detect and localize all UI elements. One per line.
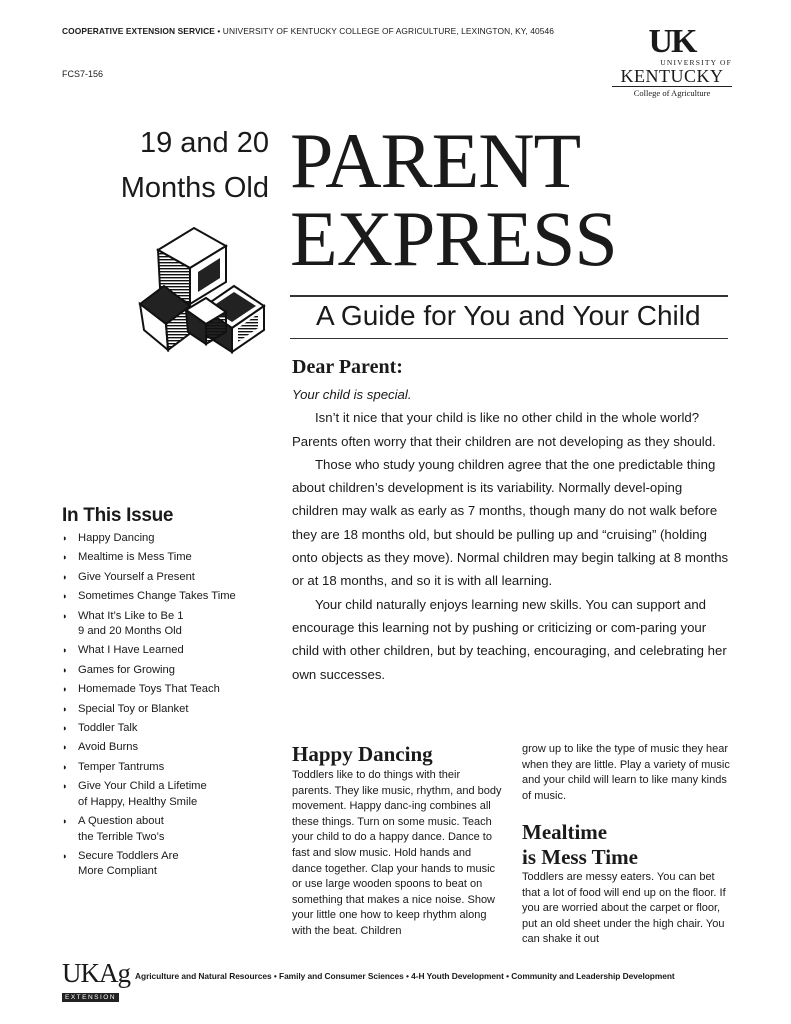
masthead-title-line2: EXPRESS bbox=[290, 195, 617, 282]
toc-item[interactable] bbox=[62, 589, 262, 605]
toc-item-label: Give Your Child a Lifetime bbox=[78, 780, 207, 793]
mealtime-heading-line2: is Mess Time bbox=[522, 845, 638, 869]
bullet-icon: ◗ bbox=[62, 742, 68, 753]
masthead-subtitle: A Guide for You and Your Child bbox=[316, 300, 701, 331]
bullet-icon: ◗ bbox=[62, 591, 68, 602]
toc-item-label: Special Toy or Blanket bbox=[78, 702, 189, 715]
toc-item-label-line2: the Terrible Two’s bbox=[78, 830, 165, 843]
happy-dancing-heading: Happy Dancing bbox=[292, 742, 433, 766]
bullet-icon: ◗ bbox=[62, 571, 68, 582]
toc-item[interactable] bbox=[62, 609, 262, 640]
header-org-address: • UNIVERSITY OF KENTUCKY COLLEGE OF AGRICULTURE, LEXINGTON, KY, 40546 bbox=[214, 26, 555, 36]
toc-item[interactable] bbox=[62, 740, 262, 756]
toc-item[interactable] bbox=[62, 849, 262, 880]
toc-item-label: Temper Tantrums bbox=[78, 760, 165, 773]
toc-item[interactable] bbox=[62, 663, 262, 679]
toc-item-label: What It’s Like to Be 1 bbox=[78, 609, 184, 622]
bullet-icon: ◗ bbox=[62, 684, 68, 695]
age-range-line2: Months Old bbox=[120, 172, 269, 204]
bullet-icon: ◗ bbox=[62, 610, 68, 621]
toc-item[interactable] bbox=[62, 779, 262, 810]
letter-tagline: Your child is special. bbox=[292, 387, 412, 402]
uk-logo-university-of: UNIVERSITY OF bbox=[660, 58, 732, 67]
ukag-logo-extension-label: EXTENSION bbox=[62, 993, 119, 1002]
letter-body bbox=[292, 383, 730, 686]
masthead-title-line1: PARENT bbox=[290, 117, 581, 204]
in-this-issue-list bbox=[62, 531, 262, 884]
toc-item-label: Homemade Toys That Teach bbox=[78, 683, 220, 696]
toc-item-label: Mealtime is Mess Time bbox=[78, 551, 192, 564]
happy-dancing-paragraph-continued: grow up to like the type of music they hear when they are little. Play a variety of music and your child will learn to like many kinds of music. bbox=[522, 743, 730, 802]
header-line bbox=[62, 26, 554, 36]
publication-code: FCS7-156 bbox=[62, 69, 104, 79]
mealtime-paragraph: Toddlers are messy eaters. You can bet that a lot of food will end up on the floor. If you are worried about the carpet or floor, put an old sheet under the high chair. You can shake it out bbox=[522, 871, 726, 946]
in-this-issue-heading: In This Issue bbox=[62, 505, 174, 526]
toc-item-label-line2: More Compliant bbox=[78, 865, 157, 878]
bullet-icon: ◗ bbox=[62, 850, 68, 861]
bullet-icon: ◗ bbox=[62, 761, 68, 772]
age-range-line1: 19 and 20 bbox=[139, 127, 269, 159]
toc-item-label: Give Yourself a Present bbox=[78, 570, 195, 583]
toc-item-label: Avoid Burns bbox=[78, 741, 139, 754]
toc-item-label: A Question about bbox=[78, 815, 164, 828]
bullet-icon: ◗ bbox=[62, 645, 68, 656]
toc-item[interactable] bbox=[62, 550, 262, 566]
uk-logo bbox=[612, 23, 732, 99]
toc-item[interactable] bbox=[62, 682, 262, 698]
uk-logo-mark: UK bbox=[648, 23, 696, 60]
bullet-icon: ◗ bbox=[62, 552, 68, 563]
toc-item-label: What I Have Learned bbox=[78, 644, 184, 657]
letter-paragraph-2: Those who study young children agree that the one predictable thing about children’s development is its variability. Normally devel-oping children may walk as early as 7 months, though many do not walk before they are 18 months old, but should be pulling up and “cruising” (holding onto objects as they move). Normal children may begin talking at 8 months or at 18 months, and so it is with all learning. bbox=[292, 456, 729, 589]
ukag-logo-text: UKAg bbox=[62, 958, 130, 988]
toc-item[interactable] bbox=[62, 702, 262, 718]
happy-dancing-paragraph: Toddlers like to do things with their parents. They like music, rhythm, and body movement. Happy danc-ing combines all these things. Turn on some music. Teach your child to do a happy dance. Dance to fast and slow music. Hold hands and dance together. Clap your hands to music or use large wooden spoons to beat on something that makes a nice noise. Show your little one how to keep rhythm along with the beat. Children bbox=[292, 769, 502, 937]
bullet-icon: ◗ bbox=[62, 723, 68, 734]
uk-logo-kentucky: KENTUCKY bbox=[612, 67, 732, 87]
mealtime-text bbox=[522, 870, 734, 948]
toc-item-label: Secure Toddlers Are bbox=[78, 849, 179, 862]
toc-item[interactable] bbox=[62, 570, 262, 586]
bullet-icon: ◗ bbox=[62, 781, 68, 792]
letter-paragraph-3: Your child naturally enjoys learning new skills. You can support and encourage this learning not by pushing or criticizing or com-paring your child with other children, but by teaching, encouraging, and celebrating her own successes. bbox=[292, 596, 727, 682]
toc-item[interactable] bbox=[62, 643, 262, 659]
toc-item-label: Games for Growing bbox=[78, 663, 175, 676]
toy-blocks-illustration bbox=[136, 226, 272, 354]
bullet-icon: ◗ bbox=[62, 664, 68, 675]
mealtime-heading-line1: Mealtime bbox=[522, 820, 608, 844]
masthead-rule-top bbox=[290, 295, 728, 297]
header-org-name: COOPERATIVE EXTENSION SERVICE bbox=[62, 26, 215, 36]
toc-item-label: Sometimes Change Takes Time bbox=[78, 590, 236, 603]
uk-logo-college: College of Agriculture bbox=[633, 88, 711, 98]
letter-heading: Dear Parent: bbox=[292, 356, 403, 378]
toc-item[interactable] bbox=[62, 814, 262, 845]
toc-item-label-line2: 9 and 20 Months Old bbox=[78, 625, 182, 638]
toc-item[interactable] bbox=[62, 760, 262, 776]
happy-dancing-text bbox=[292, 768, 502, 940]
bullet-icon: ◗ bbox=[62, 703, 68, 714]
toc-item-label-line2: of Happy, Healthy Smile bbox=[78, 795, 198, 808]
happy-dancing-text-continued bbox=[522, 742, 734, 804]
letter-paragraph-1: Isn’t it nice that your child is like no other child in the whole world? Parents often worry that their children are not developing as they should. bbox=[292, 410, 716, 449]
toc-item[interactable] bbox=[62, 721, 262, 737]
bullet-icon: ◗ bbox=[62, 816, 68, 827]
ukag-extension-logo bbox=[62, 958, 130, 1001]
bullet-icon: ◗ bbox=[62, 533, 68, 543]
toc-item[interactable] bbox=[62, 531, 262, 547]
toc-item-label: Happy Dancing bbox=[78, 532, 155, 544]
footer-program-areas: Agriculture and Natural Resources • Family and Consumer Sciences • 4-H Youth Development • Community and Leadership Development bbox=[135, 971, 675, 981]
toc-item-label: Toddler Talk bbox=[78, 722, 138, 735]
masthead-rule-bottom bbox=[290, 338, 728, 339]
